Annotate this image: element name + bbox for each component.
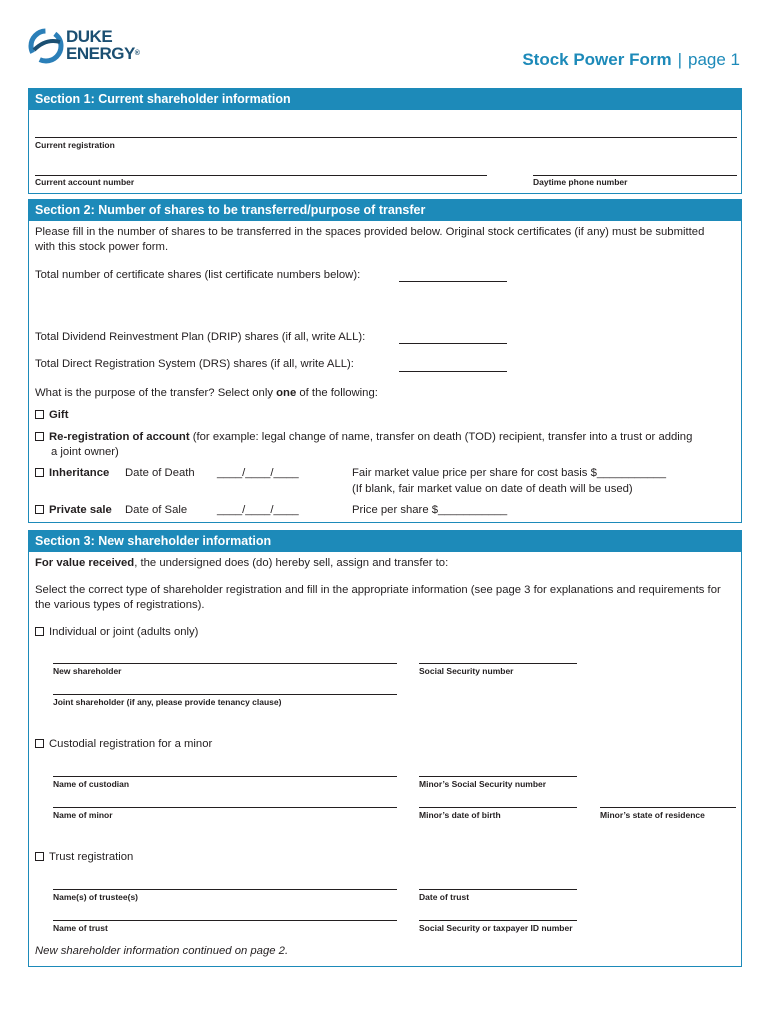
drip-shares-field[interactable] bbox=[399, 343, 507, 344]
certificate-shares-label: Total number of certificate shares (list certificate numbers below): bbox=[35, 269, 361, 281]
fmv-note: (If blank, fair market value on date of death will be used) bbox=[352, 483, 633, 495]
purpose-question bbox=[35, 386, 378, 401]
minor-state-label: Minor’s state of residence bbox=[600, 810, 705, 820]
joint-shareholder-field[interactable] bbox=[53, 694, 397, 695]
section-2-title: Section 2: Number of shares to be transferred/purpose of transfer bbox=[29, 200, 741, 221]
trust-date-field[interactable] bbox=[419, 889, 577, 890]
section-1-title: Section 1: Current shareholder information bbox=[29, 89, 741, 110]
section-2 bbox=[28, 199, 742, 523]
custodial-label: Custodial registration for a minor bbox=[49, 738, 213, 750]
drs-shares-label: Total Direct Registration System (DRS) shares (if all, write ALL): bbox=[35, 358, 354, 370]
current-account-label: Current account number bbox=[35, 177, 135, 187]
rereg-line2: a joint owner) bbox=[51, 446, 119, 458]
trustees-label: Name(s) of trustee(s) bbox=[53, 892, 139, 902]
ssn-label: Social Security number bbox=[419, 666, 514, 676]
trust-checkbox[interactable] bbox=[35, 852, 44, 861]
minor-ssn-label: Minor’s Social Security number bbox=[419, 779, 547, 789]
trustees-field[interactable] bbox=[53, 889, 397, 890]
logo-line1: DUKE bbox=[66, 27, 113, 46]
new-shareholder-field[interactable] bbox=[53, 663, 397, 664]
price-per-share-label: Price per share $___________ bbox=[352, 504, 508, 516]
individual-option[interactable] bbox=[35, 625, 198, 640]
custodian-name-field[interactable] bbox=[53, 776, 397, 777]
date-of-sale-field[interactable]: ____/____/____ bbox=[217, 504, 299, 516]
custodian-name-label: Name of custodian bbox=[53, 779, 130, 789]
gift-checkbox[interactable] bbox=[35, 410, 44, 419]
gift-option[interactable] bbox=[35, 408, 68, 423]
custodial-option[interactable] bbox=[35, 737, 212, 752]
select-type-text: Select the correct type of shareholder registration and fill in the appropriate information (see page 3 for explanations and requirements for the various types of registrations). bbox=[35, 584, 721, 611]
rereg-checkbox[interactable] bbox=[35, 432, 44, 441]
logo-line2: ENERGY bbox=[66, 44, 135, 63]
current-account-field[interactable] bbox=[35, 175, 487, 176]
minor-dob-field[interactable] bbox=[419, 807, 577, 808]
inheritance-option[interactable] bbox=[35, 466, 109, 481]
gift-label: Gift bbox=[49, 409, 69, 421]
title-separator: | bbox=[677, 50, 682, 69]
individual-checkbox[interactable] bbox=[35, 627, 44, 636]
date-of-death-field[interactable]: ____/____/____ bbox=[217, 467, 299, 479]
duke-energy-logo bbox=[28, 26, 158, 70]
section-1 bbox=[28, 88, 742, 194]
purpose-post: of the following: bbox=[296, 387, 378, 399]
individual-label: Individual or joint (adults only) bbox=[49, 626, 199, 638]
trust-ssn-label: Social Security or taxpayer ID number bbox=[419, 923, 573, 933]
page-number: page 1 bbox=[688, 50, 740, 69]
duke-energy-logo-icon bbox=[28, 28, 64, 64]
trust-date-label: Date of trust bbox=[419, 892, 470, 902]
rereg-option[interactable] bbox=[35, 430, 735, 445]
inheritance-checkbox[interactable] bbox=[35, 468, 44, 477]
value-rest: , the undersigned does (do) hereby sell, assign and transfer to: bbox=[134, 557, 449, 569]
ssn-field[interactable] bbox=[419, 663, 577, 664]
logo-reg: ® bbox=[134, 50, 140, 57]
date-of-sale-label: Date of Sale bbox=[125, 504, 188, 516]
daytime-phone-label: Daytime phone number bbox=[533, 177, 628, 187]
trust-option[interactable] bbox=[35, 850, 133, 865]
current-registration-field[interactable] bbox=[35, 137, 737, 138]
inheritance-label: Inheritance bbox=[49, 467, 110, 479]
drip-shares-label: Total Dividend Reinvestment Plan (DRIP) shares (if all, write ALL): bbox=[35, 331, 366, 343]
purpose-bold: one bbox=[276, 387, 297, 399]
logo-wordmark bbox=[66, 28, 139, 62]
section-2-intro: Please fill in the number of shares to be transferred in the spaces provided below. Original stock certificates (if any) must be submitted with this stock power form. bbox=[35, 226, 705, 253]
daytime-phone-field[interactable] bbox=[533, 175, 737, 176]
minor-name-label: Name of minor bbox=[53, 810, 113, 820]
section-3-title: Section 3: New shareholder information bbox=[29, 531, 741, 552]
trust-name-label: Name of trust bbox=[53, 923, 108, 933]
rereg-label: Re-registration of account bbox=[49, 431, 190, 443]
drs-shares-field[interactable] bbox=[399, 371, 507, 372]
certificate-shares-field[interactable] bbox=[399, 281, 507, 282]
custodial-checkbox[interactable] bbox=[35, 739, 44, 748]
section-3 bbox=[28, 530, 742, 967]
purpose-pre: What is the purpose of the transfer? Select only bbox=[35, 387, 277, 399]
private-sale-option[interactable] bbox=[35, 503, 112, 518]
value-bold: For value received bbox=[35, 557, 135, 569]
minor-state-field[interactable] bbox=[600, 807, 736, 808]
private-sale-label: Private sale bbox=[49, 504, 112, 516]
current-registration-label: Current registration bbox=[35, 140, 115, 150]
page-title bbox=[522, 50, 740, 70]
fmv-label: Fair market value price per share for cost basis $___________ bbox=[352, 467, 666, 479]
private-sale-checkbox[interactable] bbox=[35, 505, 44, 514]
joint-shareholder-label: Joint shareholder (if any, please provide tenancy clause) bbox=[53, 697, 282, 707]
minor-name-field[interactable] bbox=[53, 807, 397, 808]
date-of-death-label: Date of Death bbox=[125, 467, 195, 479]
minor-dob-label: Minor’s date of birth bbox=[419, 810, 501, 820]
trust-label: Trust registration bbox=[49, 851, 134, 863]
new-shareholder-label: New shareholder bbox=[53, 666, 122, 676]
value-received-text bbox=[35, 556, 448, 571]
continued-note: New shareholder information continued on page 2. bbox=[35, 945, 289, 957]
trust-ssn-field[interactable] bbox=[419, 920, 577, 921]
rereg-text: (for example: legal change of name, transfer on death (TOD) recipient, transfer into a trust or adding bbox=[189, 431, 693, 443]
form-title: Stock Power Form bbox=[522, 50, 672, 69]
minor-ssn-field[interactable] bbox=[419, 776, 577, 777]
trust-name-field[interactable] bbox=[53, 920, 397, 921]
